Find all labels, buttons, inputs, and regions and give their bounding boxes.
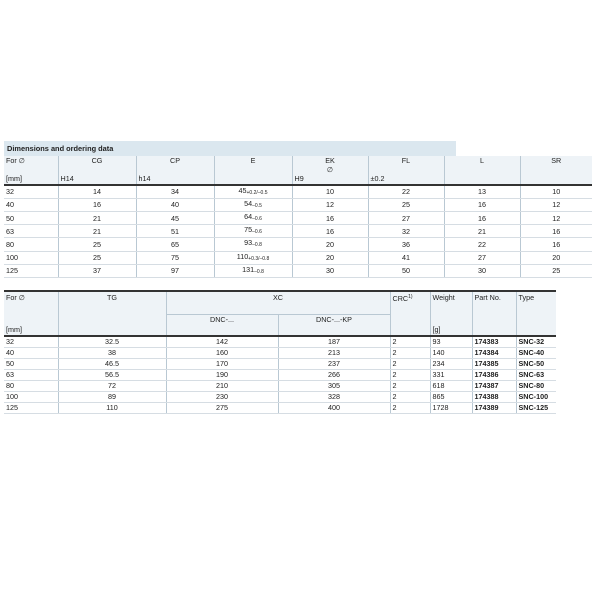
header-tg: TG: [58, 291, 166, 304]
unit-mm: [mm]: [4, 325, 58, 336]
table-row: [4, 238, 592, 251]
cell-l: 21: [444, 225, 520, 238]
dimensions-table: [4, 156, 592, 278]
unit-g: [g]: [430, 325, 472, 336]
cell-weight: 865: [430, 392, 472, 403]
cell-xc-dnc-kp: 237: [278, 359, 390, 370]
cell-ek: 30: [292, 264, 368, 277]
cell-ek: 20: [292, 251, 368, 264]
header-cg: CG: [58, 156, 136, 165]
e-value: 45: [238, 185, 247, 195]
cell-e: [214, 225, 292, 238]
cell-type: SNC-100: [516, 392, 556, 403]
cell-cg: 21: [58, 225, 136, 238]
cell-weight: 140: [430, 348, 472, 359]
cell-ek: 16: [292, 212, 368, 225]
table-row: [4, 370, 556, 381]
cell-xc-dnc-kp: 187: [278, 336, 390, 348]
cell-l: 27: [444, 251, 520, 264]
cell-fl: 32: [368, 225, 444, 238]
cell-fl: 25: [368, 198, 444, 211]
subheader-dnc: DNC-...: [166, 315, 278, 326]
table-row: [4, 264, 592, 277]
cell-ek: 20: [292, 238, 368, 251]
e-value: 93: [244, 238, 253, 248]
cell-tg: 46.5: [58, 359, 166, 370]
e-tolerance: –0.5: [252, 202, 262, 209]
cell-sr: 16: [520, 225, 592, 238]
ek-diameter-symbol: ∅: [292, 165, 368, 174]
cell-diameter: 63: [4, 370, 58, 381]
header-part-no: Part No.: [472, 291, 516, 304]
cell-sr: 20: [520, 251, 592, 264]
e-value: 54: [244, 198, 253, 208]
cell-part-no: 174383: [472, 336, 516, 348]
cell-crc: 2: [390, 359, 430, 370]
cell-fl: 22: [368, 185, 444, 199]
header-xc: XC: [166, 291, 390, 304]
header-l: L: [444, 156, 520, 165]
cell-cp: 40: [136, 198, 214, 211]
cell-part-no: 174388: [472, 392, 516, 403]
cell-crc: 2: [390, 370, 430, 381]
cell-diameter: 40: [4, 198, 58, 211]
e-value: 75: [244, 225, 253, 235]
cell-type: SNC-63: [516, 370, 556, 381]
table-row: [4, 212, 592, 225]
unit-ek: H9: [292, 174, 368, 184]
cell-cg: 14: [58, 185, 136, 199]
cell-e: [214, 198, 292, 211]
cell-cp: 45: [136, 212, 214, 225]
table-row: [4, 359, 556, 370]
unit-mm: [mm]: [4, 174, 58, 184]
cell-weight: 618: [430, 381, 472, 392]
cell-diameter: 125: [4, 264, 58, 277]
header-type: Type: [516, 291, 556, 304]
cell-e: [214, 238, 292, 251]
cell-cp: 51: [136, 225, 214, 238]
cell-fl: 36: [368, 238, 444, 251]
cell-xc-dnc: 160: [166, 348, 278, 359]
cell-xc-dnc: 230: [166, 392, 278, 403]
cell-e: [214, 212, 292, 225]
cell-type: SNC-32: [516, 336, 556, 348]
cell-diameter: 63: [4, 225, 58, 238]
section-title: Dimensions and ordering data: [4, 141, 456, 156]
cell-tg: 110: [58, 403, 166, 414]
cell-e: [214, 185, 292, 199]
cell-tg: 89: [58, 392, 166, 403]
header-weight: Weight: [430, 291, 472, 304]
cell-crc: 2: [390, 403, 430, 414]
cell-diameter: 32: [4, 336, 58, 348]
unit-cg: H14: [58, 174, 136, 184]
cell-fl: 41: [368, 251, 444, 264]
cell-xc-dnc-kp: 305: [278, 381, 390, 392]
cell-diameter: 50: [4, 212, 58, 225]
cell-crc: 2: [390, 392, 430, 403]
header-cp: CP: [136, 156, 214, 165]
cell-diameter: 100: [4, 251, 58, 264]
e-tolerance: +0.3/–0.8: [248, 255, 270, 262]
cell-diameter: 50: [4, 359, 58, 370]
cell-ek: 16: [292, 225, 368, 238]
e-tolerance: +0.2/–0.5: [246, 189, 268, 196]
header-ek: EK: [292, 156, 368, 165]
cell-l: 13: [444, 185, 520, 199]
cell-l: 16: [444, 198, 520, 211]
cell-weight: 93: [430, 336, 472, 348]
cell-xc-dnc-kp: 213: [278, 348, 390, 359]
cell-tg: 72: [58, 381, 166, 392]
e-tolerance: –0.6: [252, 229, 262, 236]
cell-l: 22: [444, 238, 520, 251]
subheader-dnc-kp: DNC-...-KP: [278, 315, 390, 326]
cell-fl: 50: [368, 264, 444, 277]
cell-part-no: 174385: [472, 359, 516, 370]
cell-cg: 25: [58, 238, 136, 251]
cell-tg: 38: [58, 348, 166, 359]
cell-cg: 37: [58, 264, 136, 277]
cell-cg: 21: [58, 212, 136, 225]
e-tolerance: –0.6: [252, 216, 262, 223]
cell-tg: 32.5: [58, 336, 166, 348]
cell-cp: 97: [136, 264, 214, 277]
e-tolerance: –0.8: [254, 268, 264, 275]
table-row: [4, 381, 556, 392]
cell-crc: 2: [390, 348, 430, 359]
cell-tg: 56.5: [58, 370, 166, 381]
table-row: [4, 225, 592, 238]
cell-xc-dnc: 190: [166, 370, 278, 381]
cell-part-no: 174386: [472, 370, 516, 381]
unit-cp: h14: [136, 174, 214, 184]
header-crc: CRC$^{1)}$: [390, 291, 430, 304]
e-value: 131: [242, 264, 255, 274]
cell-cp: 65: [136, 238, 214, 251]
cell-ek: 12: [292, 198, 368, 211]
cell-type: SNC-50: [516, 359, 556, 370]
cell-diameter: 125: [4, 403, 58, 414]
cell-fl: 27: [368, 212, 444, 225]
table-row: [4, 185, 592, 199]
cell-xc-dnc: 142: [166, 336, 278, 348]
cell-diameter: 80: [4, 381, 58, 392]
ordering-table: [4, 290, 556, 414]
cell-xc-dnc-kp: 266: [278, 370, 390, 381]
cell-diameter: 80: [4, 238, 58, 251]
dimensions-ordering-data: [4, 141, 562, 414]
cell-e: [214, 264, 292, 277]
cell-weight: 234: [430, 359, 472, 370]
cell-sr: 10: [520, 185, 592, 199]
cell-type: SNC-40: [516, 348, 556, 359]
unit-fl: ±0.2: [368, 174, 444, 184]
header-for-diameter: For ∅: [4, 156, 58, 165]
header-sr: SR: [520, 156, 592, 165]
header-e: E: [214, 156, 292, 165]
cell-xc-dnc-kp: 400: [278, 403, 390, 414]
cell-cp: 75: [136, 251, 214, 264]
header-for-diameter: For ∅: [4, 291, 58, 304]
cell-xc-dnc-kp: 328: [278, 392, 390, 403]
e-value: 64: [244, 212, 253, 222]
cell-part-no: 174389: [472, 403, 516, 414]
cell-xc-dnc: 275: [166, 403, 278, 414]
cell-sr: 25: [520, 264, 592, 277]
cell-sr: 16: [520, 238, 592, 251]
table-row: [4, 198, 592, 211]
table-row: [4, 403, 556, 414]
e-value: 110: [236, 251, 249, 261]
cell-part-no: 174384: [472, 348, 516, 359]
e-tolerance: –0.8: [252, 242, 262, 249]
cell-weight: 1728: [430, 403, 472, 414]
cell-crc: 2: [390, 381, 430, 392]
cell-sr: 12: [520, 212, 592, 225]
cell-cg: 16: [58, 198, 136, 211]
cell-part-no: 174387: [472, 381, 516, 392]
cell-xc-dnc: 170: [166, 359, 278, 370]
cell-type: SNC-80: [516, 381, 556, 392]
cell-weight: 331: [430, 370, 472, 381]
cell-ek: 10: [292, 185, 368, 199]
table-row: [4, 348, 556, 359]
cell-cg: 25: [58, 251, 136, 264]
cell-xc-dnc: 210: [166, 381, 278, 392]
cell-l: 30: [444, 264, 520, 277]
cell-cp: 34: [136, 185, 214, 199]
cell-diameter: 40: [4, 348, 58, 359]
cell-diameter: 32: [4, 185, 58, 199]
cell-crc: 2: [390, 336, 430, 348]
table-row: [4, 251, 592, 264]
table-row: [4, 336, 556, 348]
cell-sr: 12: [520, 198, 592, 211]
header-fl: FL: [368, 156, 444, 165]
cell-diameter: 100: [4, 392, 58, 403]
cell-l: 16: [444, 212, 520, 225]
table-row: [4, 392, 556, 403]
cell-e: [214, 251, 292, 264]
cell-type: SNC-125: [516, 403, 556, 414]
